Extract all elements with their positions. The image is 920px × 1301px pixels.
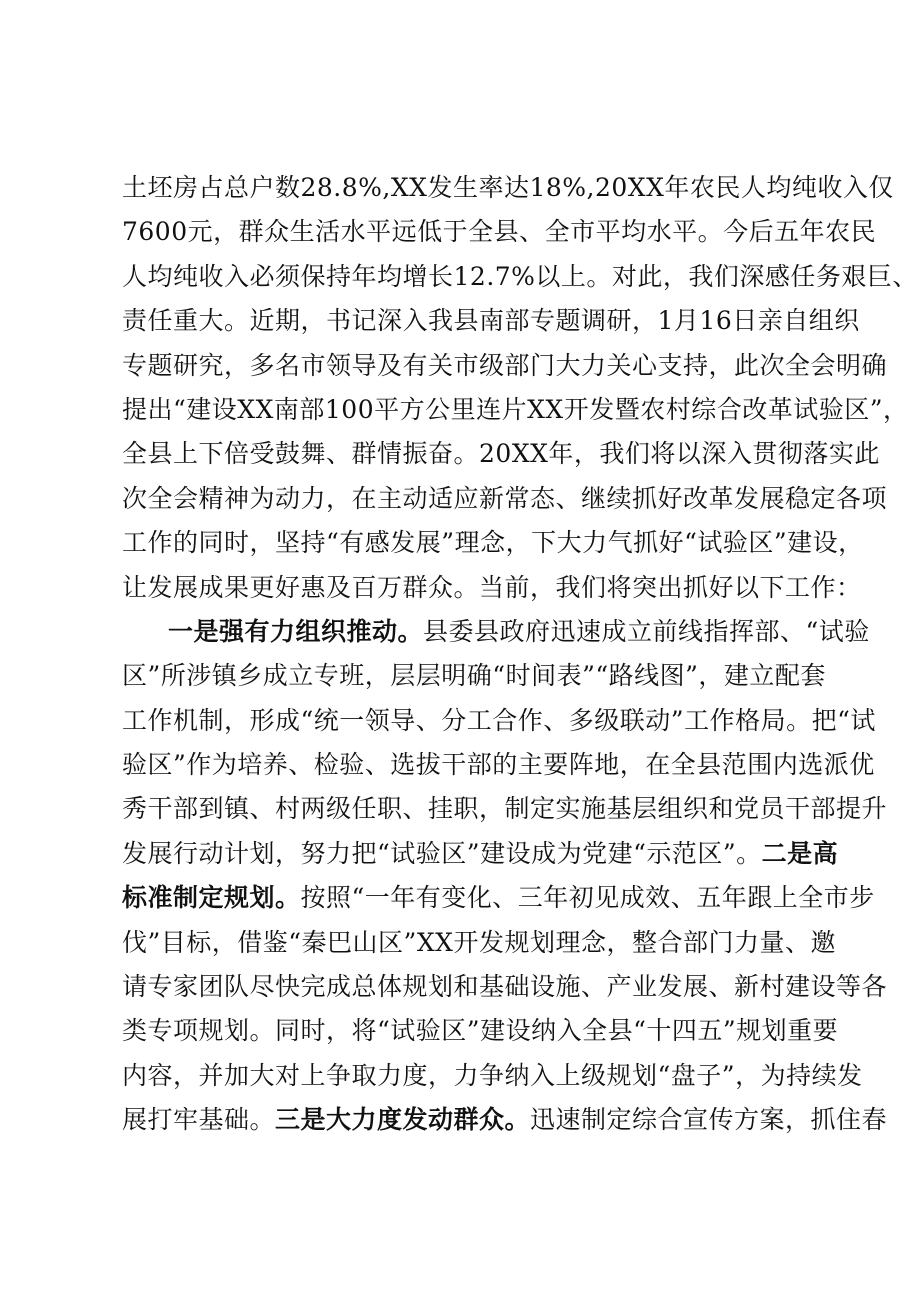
- text-line: 内容，并加大对上争取力度，力争纳入上级规划“盘子”，为持续发: [122, 1060, 863, 1090]
- text-line: 工作的同时，坚持“有感发展”理念，下大力气抓好“试验区”建设，: [122, 528, 864, 558]
- text-run: 发展行动计划，努力把“试验区”建设成为党建“示范区”。: [122, 838, 762, 868]
- text-line: 秀干部到镇、村两级任职、挂职，制定实施基层组织和党员干部提升: [122, 794, 888, 824]
- text-line: [122, 1098, 888, 1142]
- text-run: 县委县政府迅速成立前线指挥部、“试验: [423, 616, 870, 646]
- text-line: 土坯房占总户数28.8%,XX发生率达18%,20XX年农民人均纯收入仅: [122, 173, 894, 202]
- text-line: [122, 876, 875, 920]
- text-line: 让发展成果更好惠及百万群众。当前，我们将突出抓好以下工作：: [122, 572, 862, 602]
- text-line: 类专项规划。同时，将“试验区”建设纳入全县“十四五”规划重要: [122, 1016, 839, 1046]
- text-line: 工作机制，形成“统一领导、分工合作、多级联动”工作格局。把“试: [122, 705, 876, 735]
- body-text: [122, 166, 918, 1143]
- text-line: 7600元，群众生活水平远低于全县、全市平均水平。今后五年农民: [122, 217, 877, 247]
- text-line: 提出“建设XX南部100平方公里连片XX开发暨农村综合改革试验区”，: [122, 394, 909, 424]
- point-two-heading-start: 二是高: [761, 838, 839, 868]
- text-line: 人均纯收入必须保持年均增长12.7%以上。对此，我们深感任务艰巨、: [122, 261, 918, 291]
- point-one-heading: 一是强有力组织推动。: [168, 616, 424, 646]
- text-line: 全县上下倍受鼓舞、群情振奋。20XX年，我们将以深入贯彻落实此: [122, 439, 880, 469]
- point-two-heading-end: 标准制定规划。: [122, 883, 301, 913]
- text-run: 迅速制定综合宣传方案，抓住春: [530, 1105, 888, 1135]
- text-line: 责任重大。近期，书记深入我县南部专题调研，1月16日亲自组织: [122, 306, 860, 336]
- text-line: [122, 610, 870, 654]
- text-line: 伐”目标，借鉴“秦巴山区”XX开发规划理念，整合部门力量、邀: [122, 927, 836, 957]
- text-run: 按照“一年有变化、三年初见成效、五年跟上全市步: [300, 883, 875, 913]
- text-line: 次全会精神为动力，在主动适应新常态、继续抓好改革发展稳定各项: [122, 483, 888, 513]
- text-line: 区”所涉镇乡成立专班，层层明确“时间表”“路线图”，建立配套: [122, 661, 826, 691]
- text-line: 验区”作为培养、检验、选拔干部的主要阵地，在全县范围内选派优: [122, 750, 875, 780]
- text-run: 展打牢基础。: [122, 1105, 276, 1135]
- text-line: [122, 832, 839, 876]
- text-line: 请专家团队尽快完成总体规划和基础设施、产业发展、新村建设等各: [122, 972, 888, 1002]
- point-three-heading: 三是大力度发动群众。: [275, 1105, 531, 1135]
- text-line: 专题研究，多名市领导及有关市级部门大力关心支持，此次全会明确: [122, 350, 888, 380]
